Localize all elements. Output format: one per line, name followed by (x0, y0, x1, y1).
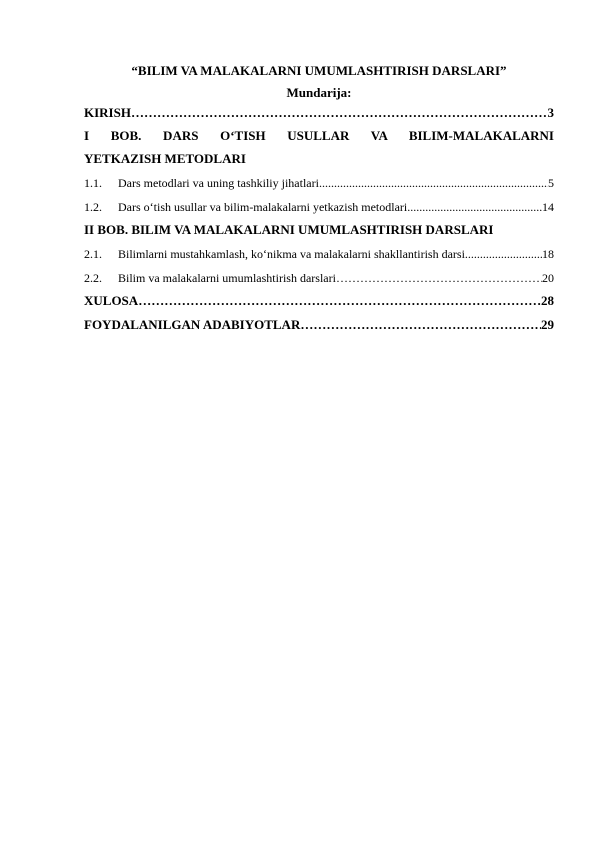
toc-chapter-2 (84, 221, 554, 239)
toc-page-number: 20 (542, 271, 554, 285)
toc-section-number: 2.2. (84, 271, 102, 285)
toc-entry-label: Dars metodlari va uning tashkiliy jihatlari (118, 176, 319, 190)
toc-page-number: 14 (542, 200, 554, 214)
dot-leader (465, 245, 542, 263)
toc-section-number: 2.1. (84, 247, 102, 261)
toc-entry-label: II BOB. BILIM VA MALAKALARNI UMUMLASHTIRISH DARSLARI (84, 222, 494, 237)
toc-entry-label: Bilim va malakalarni umumlashtirish darslari (118, 271, 336, 285)
toc-entry-1-1 (84, 174, 554, 192)
dot-leader (336, 269, 542, 287)
toc-entry-2-2 (84, 269, 554, 287)
toc-entry-label: Bilimlarni mustahkamlash, ko‘nikma va malakalarni shakllantirish darsi (118, 247, 465, 261)
document-title: “BILIM VA MALAKALARNI UMUMLASHTIRISH DARSLARI” (131, 63, 507, 78)
toc-entry-label: Dars o‘tish usullar va bilim-malakalarni yetkazish metodlari (118, 200, 408, 214)
toc-page-number: 29 (541, 317, 554, 332)
toc-entry-label: KIRISH (84, 105, 131, 120)
toc-entry-references (84, 316, 554, 334)
toc-page-number: 3 (547, 105, 554, 120)
toc-entry-conclusion (84, 292, 554, 310)
dot-leader (131, 104, 548, 122)
toc-section-number: 1.1. (84, 176, 102, 190)
dot-leader (407, 198, 542, 216)
toc-page-number: 28 (541, 293, 554, 308)
dot-leader (300, 316, 541, 334)
toc-chapter-1-line1: I BOB. DARS O‘TISH USULLAR VA BILIM-MALAKALARNI (84, 128, 554, 143)
toc-entry-label: FOYDALANILGAN ADABIYOTLAR (84, 317, 301, 332)
toc-entry-label: XULOSA (84, 293, 139, 308)
dot-leader (319, 174, 548, 192)
toc-heading: Mundarija: (286, 85, 352, 100)
toc-entry-intro (84, 104, 554, 122)
toc-page-number: 18 (542, 247, 554, 261)
toc-entry-1-2 (84, 198, 554, 216)
dot-leader (138, 292, 541, 310)
toc-entry-2-1 (84, 245, 554, 263)
toc-chapter-1-line2: YETKAZISH METODLARI (84, 151, 246, 166)
toc-page-number: 5 (548, 176, 554, 190)
toc-section-number: 1.2. (84, 200, 102, 214)
